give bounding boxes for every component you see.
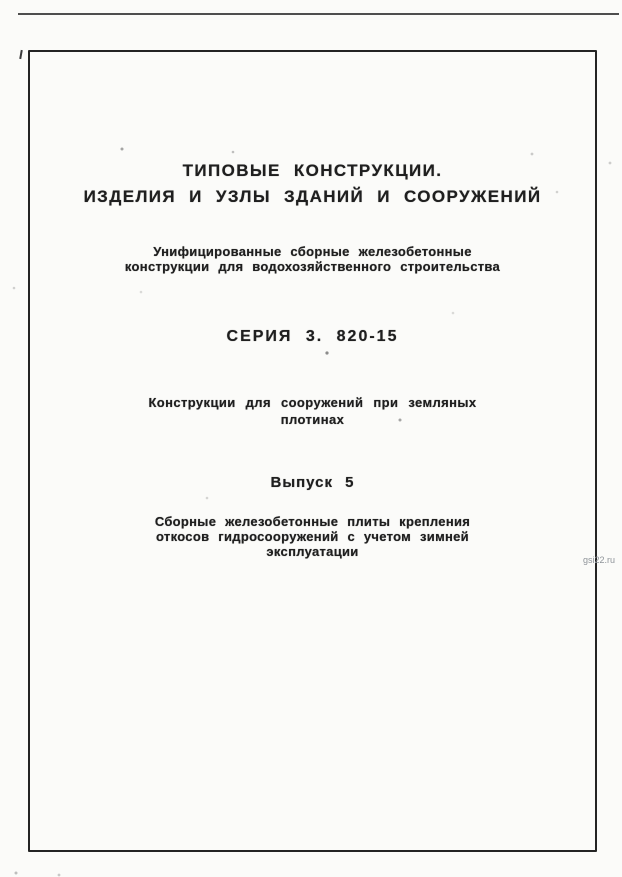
title-line-2: ИЗДЕЛИЯ И УЗЛЫ ЗДАНИЙ И СООРУЖЕНИЙ — [83, 187, 542, 206]
document-title — [28, 158, 597, 210]
subtitle-line-1: Унифицированные сборные железобетонные — [153, 244, 472, 259]
section-line-2: плотинах — [280, 412, 345, 427]
section-title — [28, 394, 597, 428]
series-label: СЕРИЯ 3. 820-15 — [226, 328, 399, 345]
subject-line-3: эксплуатации — [266, 544, 359, 559]
subtitle-line-2: конструкции для водохозяйственного строительства — [124, 259, 501, 274]
top-edge-rule — [18, 13, 619, 15]
corner-tick-mark — [19, 50, 23, 59]
subject-line-1: Сборные железобетонные плиты крепления — [154, 514, 471, 529]
issue-label: Выпуск 5 — [270, 474, 355, 491]
subject-title — [28, 514, 597, 559]
site-watermark: gsi22.ru — [583, 555, 616, 565]
section-line-1: Конструкции для сооружений при земляных — [148, 395, 477, 410]
title-line-1: ТИПОВЫЕ КОНСТРУКЦИИ. — [182, 161, 443, 180]
subject-line-2: откосов гидросооружений с учетом зимней — [156, 529, 469, 544]
document-subtitle — [28, 244, 597, 274]
scan-noise — [0, 0, 2, 2]
